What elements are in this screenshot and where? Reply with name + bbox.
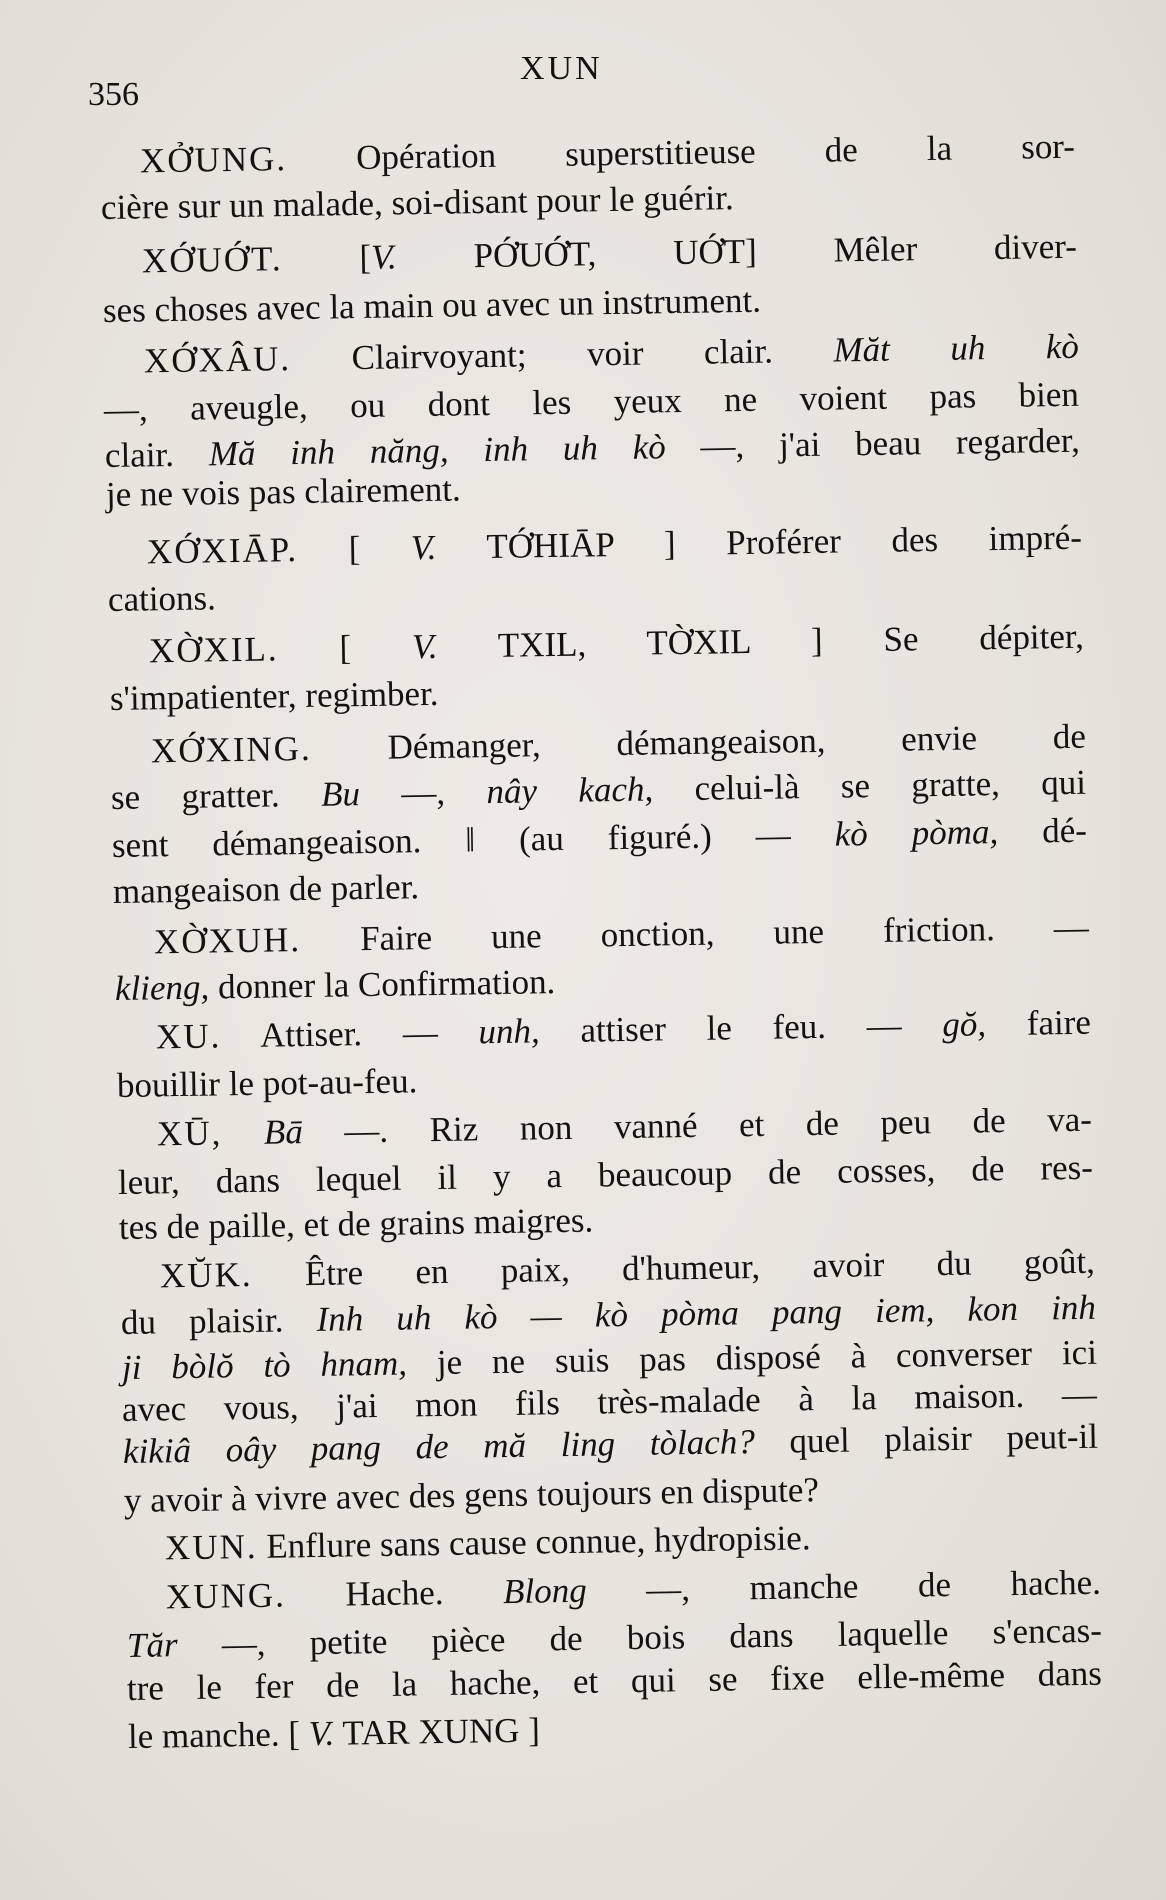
- italic-phrase: Tăr: [126, 1625, 178, 1666]
- italic-phrase: Măt uh kò: [832, 326, 1079, 370]
- headword: XỚXING.: [150, 728, 312, 771]
- italic-phrase: Bā: [264, 1111, 304, 1152]
- italic-phrase: ji bòlŏ tò hnam,: [121, 1343, 407, 1387]
- text-segment: clair.: [104, 434, 210, 476]
- text-segment: [: [297, 528, 412, 570]
- text-segment: y avoir à vivre avec des gens toujours en dispute?: [123, 1469, 820, 1520]
- text-segment: attiser le feu. —: [539, 1004, 943, 1051]
- italic-phrase: Inh uh kò — kò pòma pang iem, kon inh: [316, 1287, 1097, 1339]
- text-segment: avec vous, j'ai mon fils très-malade à la maison. —: [122, 1374, 1098, 1429]
- text-segment: je ne vois pas clairement.: [105, 469, 461, 514]
- text-segment: [: [278, 627, 413, 669]
- italic-phrase: unh,: [477, 1011, 540, 1052]
- text-segment: se gratter.: [111, 774, 322, 817]
- running-head: XUN: [520, 50, 603, 87]
- text-segment: s'impatienter, regimber.: [109, 673, 439, 718]
- text-segment: cière sur un malade, soi-disant pour le guérir.: [100, 177, 734, 227]
- text-segment: du plaisir.: [120, 1299, 317, 1342]
- italic-phrase: V.: [370, 237, 397, 277]
- text-segment: le manche. [: [128, 1714, 310, 1757]
- headword: XŬK.: [159, 1254, 253, 1296]
- text-segment: PỚUỚT, UỚT] Mêler diver-: [396, 226, 1077, 277]
- headword: XŪ,: [157, 1113, 224, 1154]
- text-segment: leur, dans lequel il y a beaucoup de cosses, de res-: [118, 1148, 1094, 1203]
- text-segment: Faire une onction, une friction. —: [300, 908, 1090, 960]
- text-segment: Hache.: [285, 1571, 504, 1615]
- text-segment: Attiser. —: [220, 1012, 479, 1056]
- text-segment: TỚHIĀP ] Proférer des impré-: [436, 517, 1083, 567]
- italic-phrase: V.: [410, 527, 437, 568]
- text-segment: —, manche de hache.: [586, 1562, 1102, 1610]
- text-segment: TAR XUNG ]: [334, 1710, 541, 1753]
- text-segment: —. Riz non vanné et de peu de va-: [302, 1099, 1093, 1151]
- text-segment: Clairvoyant; voir clair.: [290, 330, 834, 378]
- italic-phrase: Blong: [502, 1570, 587, 1611]
- italic-phrase: kò pòma,: [834, 812, 999, 855]
- text-segment: [222, 1113, 264, 1153]
- text-segment: —, petite pièce de bois dans laquelle s'encas-: [176, 1611, 1102, 1665]
- text-segment: mangeaison de parler.: [112, 867, 420, 912]
- italic-phrase: Mă inh năng, inh uh kò: [208, 427, 667, 474]
- headword: XỜXUH.: [153, 920, 302, 962]
- text-segment: Opération superstitieuse de la sor-: [286, 126, 1076, 178]
- text-segment: sent démangeaison. ‖ (au figuré.) —: [111, 815, 836, 866]
- text-segment: bouillir le pot-au-feu.: [116, 1061, 418, 1106]
- italic-phrase: nây kach,: [486, 769, 654, 812]
- text-segment: cations.: [107, 578, 217, 620]
- text-segment: Démanger, démangeaison, envie de: [311, 716, 1086, 768]
- text-segment: donner la Confirmation.: [208, 962, 556, 1007]
- text-segment: celui-là se gratte, qui: [653, 762, 1087, 809]
- text-segment: TXIL, TỜXIL ] Se dépiter,: [437, 617, 1084, 667]
- headword: XỚXIĀP.: [146, 530, 299, 572]
- text-segment: quel plaisir peut-il: [754, 1417, 1099, 1462]
- page-number: 356: [88, 76, 139, 113]
- text-segment: —,: [360, 772, 488, 813]
- italic-phrase: V.: [308, 1713, 336, 1754]
- text-line: [128, 1700, 1104, 1759]
- text-segment: —, aveugle, ou dont les yeux ne voient pas bien: [104, 374, 1080, 430]
- headword: XUN.: [164, 1527, 258, 1568]
- italic-phrase: gŏ,: [941, 1004, 987, 1044]
- italic-phrase: klieng,: [114, 967, 210, 1009]
- italic-phrase: Bu: [321, 773, 361, 814]
- text-segment: [: [282, 237, 372, 279]
- headword: XUNG.: [165, 1575, 286, 1617]
- headword: XỚXÂU.: [143, 338, 291, 380]
- italic-phrase: V.: [411, 627, 438, 667]
- text-segment: Enflure sans cause connue, hydropisie.: [257, 1518, 811, 1567]
- headword: XỚUỚT.: [141, 239, 283, 281]
- text-segment: dé-: [998, 811, 1088, 852]
- text-segment: Être en paix, d'humeur, avoir du goût,: [252, 1241, 1096, 1294]
- headword: XỜXIL.: [148, 629, 279, 671]
- text-segment: tre le fer de la hache, et qui se fixe elle-même dans: [127, 1653, 1103, 1708]
- text-segment: faire: [985, 1002, 1091, 1044]
- text-segment: —, j'ai beau regarder,: [665, 420, 1081, 467]
- text-line: [102, 273, 1078, 332]
- italic-phrase: kikiâ oây pang de mă ling tòlach?: [122, 1422, 756, 1472]
- text-segment: tes de paille, et de grains maigres.: [118, 1200, 594, 1248]
- headword: XU.: [155, 1016, 222, 1057]
- text-segment: je ne suis pas disposé à converser ici: [406, 1332, 1097, 1383]
- headword: XỞUNG.: [139, 138, 288, 180]
- text-segment: ses choses avec la main ou avec un instrument.: [102, 280, 761, 330]
